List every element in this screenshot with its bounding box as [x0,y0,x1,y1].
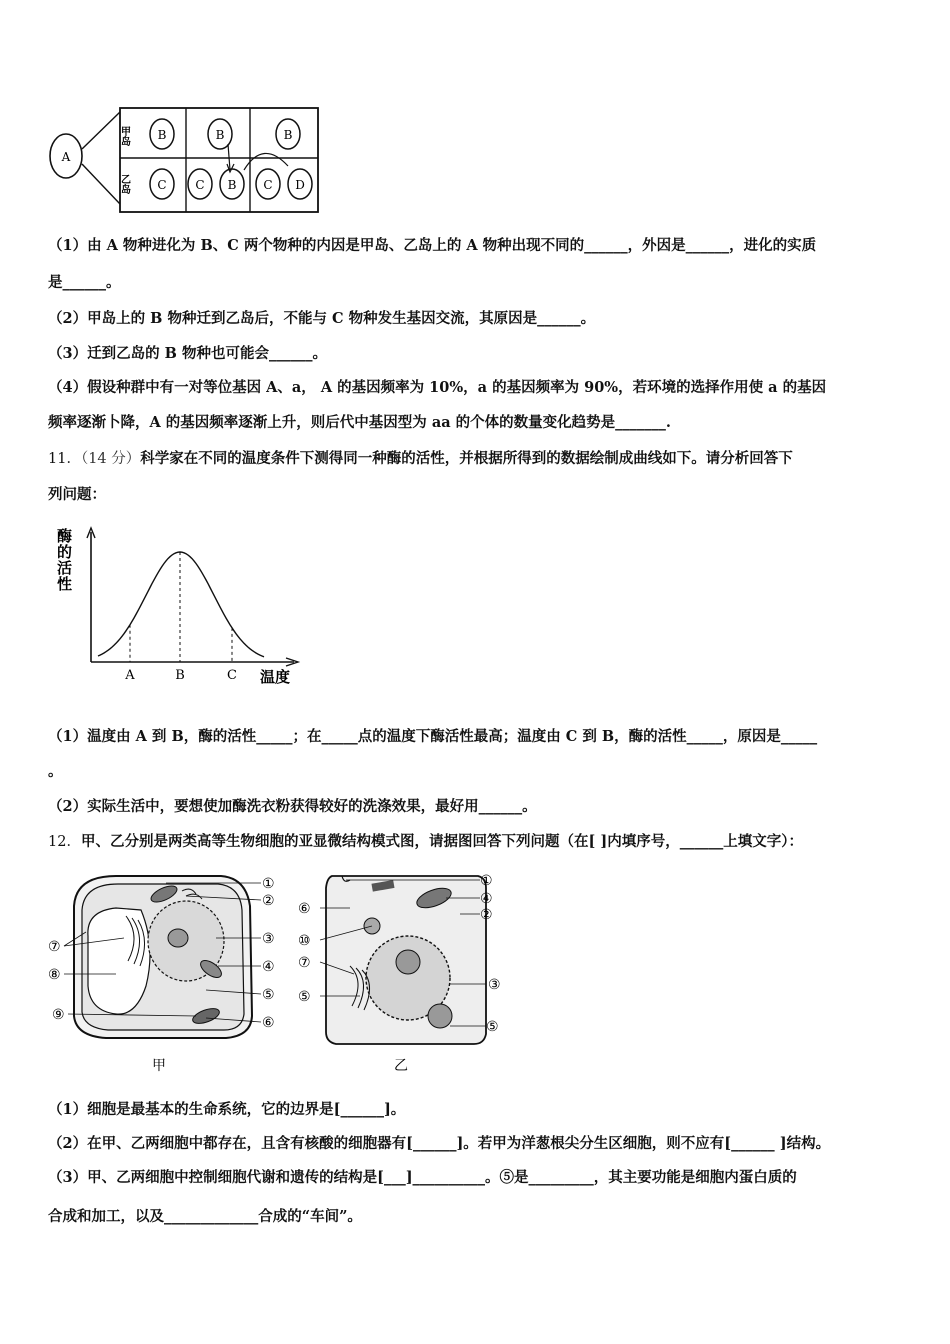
yi-number-6: ⑤ [298,989,311,1005]
cell-yi-caption: 乙 [394,1058,408,1074]
q12-number: 12． [48,834,81,850]
yi-number-5: ⑦ [298,955,311,971]
q10-part4-line2: 频率逐渐卜降，A 的基因频率逐渐上升，则后代中基因型为 aa 的个体的数量变化趋势是_______. [48,414,671,431]
q12-stem-text: 甲、乙分别是两类高等生物细胞的亚显微结构模式图，请据图回答下列问题（在[ ]内填序号，______上填文字）： [80,833,803,850]
q11-stem-text: 科学家在不同的温度条件下测得同一种酶的活性，并根据所得到的数据绘制成曲线如下。请分析回答下 [140,450,793,467]
q11-part2: （2）实际生活中，要想使加酶洗衣粉获得较好的洗涤效果，最好用______。 [48,798,537,815]
jia-number-3: ③ [262,931,275,947]
q11-stem-line2: 列问题： [48,486,106,503]
jia-number-2: ② [262,893,275,909]
chart-xlabel: 温度 [260,668,291,686]
q12-part2: （2）在甲、乙两细胞中都存在，且含有核酸的细胞器有[______]。若甲为洋葱根尖分生区细胞，则不应有[______ ]结构。 [48,1135,831,1152]
enzyme-activity-chart [55,516,308,691]
svg-text:B: B [215,128,225,142]
q12-part3-line2: 合成和加工，以及_____________合成的“车间”。 [48,1208,362,1225]
q11-part1-line1: （1）温度由 A 到 B，酶的活性_____；在_____点的温度下酶活性最高；温度由 C 到 B，酶的活性_____，原因是_____ [48,728,818,745]
q11-stem-line1 [48,449,908,469]
jia-number-9: ⑨ [52,1007,65,1023]
q11-number: 11． [48,451,81,467]
q12-stem [48,832,908,852]
q10-part2: （2）甲岛上的 B 物种迁到乙岛后，不能与 C 物种发生基因交流，其原因是______。 [48,310,596,327]
species-a-label: A [61,150,71,164]
island-top-species-0 [150,119,174,149]
yi-number-3: ⑥ [298,901,311,917]
animal-cell-diagram [290,866,520,1076]
q11-score: （14 分） [80,451,141,467]
svg-text:D: D [295,178,305,192]
q10-part1-line1: （1）由 A 物种进化为 B、C 两个物种的内因是甲岛、乙岛上的 A 物种出现不同的______，外因是______，进化的实质 [48,237,817,254]
yi-number-2: ② [480,907,493,923]
q10-part3: （3）迁到乙岛的 B 物种也可能会______。 [48,345,327,362]
q10-part4-line1: （4）假设种群中有一对等位基因 A、a， A 的基因频率为 10%，a 的基因频率为 90%，若环境的选择作用使 a 的基因 [48,379,827,396]
jia-number-4: ④ [262,959,275,975]
island-bottom-species-4 [288,169,312,199]
yi-number-4: ⑩ [298,933,311,949]
chart-ylabel: 酶的活性 [55,528,73,592]
yi-number-8: ⑤ [486,1019,499,1035]
island-speciation-diagram [48,104,328,216]
yi-number-0: ① [480,873,493,889]
yi-number-1: ④ [480,891,493,907]
tick-label-A: A [125,668,135,683]
island-bottom-species-2 [220,169,244,199]
jia-number-8: ⑧ [48,967,61,983]
q12-part3-line1: （3）甲、乙两细胞中控制细胞代谢和遗传的结构是[___]__________。⑤是_________，其主要功能是细胞内蛋白质的 [48,1169,797,1186]
island-yi-label: 乙岛 [118,174,130,194]
island-bottom-species-0 [150,169,174,199]
island-bottom-species-3 [256,169,280,199]
activity-curve [98,552,264,657]
svg-text:B: B [283,128,293,142]
svg-text:C: C [157,178,167,192]
plant-cell-diagram [46,866,286,1076]
q12-part1: （1）细胞是最基本的生命系统，它的边界是[______]。 [48,1101,406,1118]
island-top-species-2 [276,119,300,149]
island-bottom-species-1 [188,169,212,199]
jia-number-6: ⑥ [262,1015,275,1031]
cell-jia-caption: 甲 [152,1058,166,1074]
svg-text:C: C [263,178,273,192]
yi-number-7: ③ [488,977,501,993]
svg-text:B: B [157,128,167,142]
tick-label-C: C [227,668,237,683]
svg-text:B: B [227,178,237,192]
q10-part1-line2: 是______。 [48,274,121,291]
tick-label-B: B [175,668,185,683]
q11-part1-line2: 。 [48,763,63,780]
jia-number-7: ⑦ [48,939,61,955]
jia-number-5: ⑤ [262,987,275,1003]
svg-text:C: C [195,178,205,192]
jia-number-1: ① [262,876,275,892]
island-jia-label: 甲岛 [118,126,130,146]
